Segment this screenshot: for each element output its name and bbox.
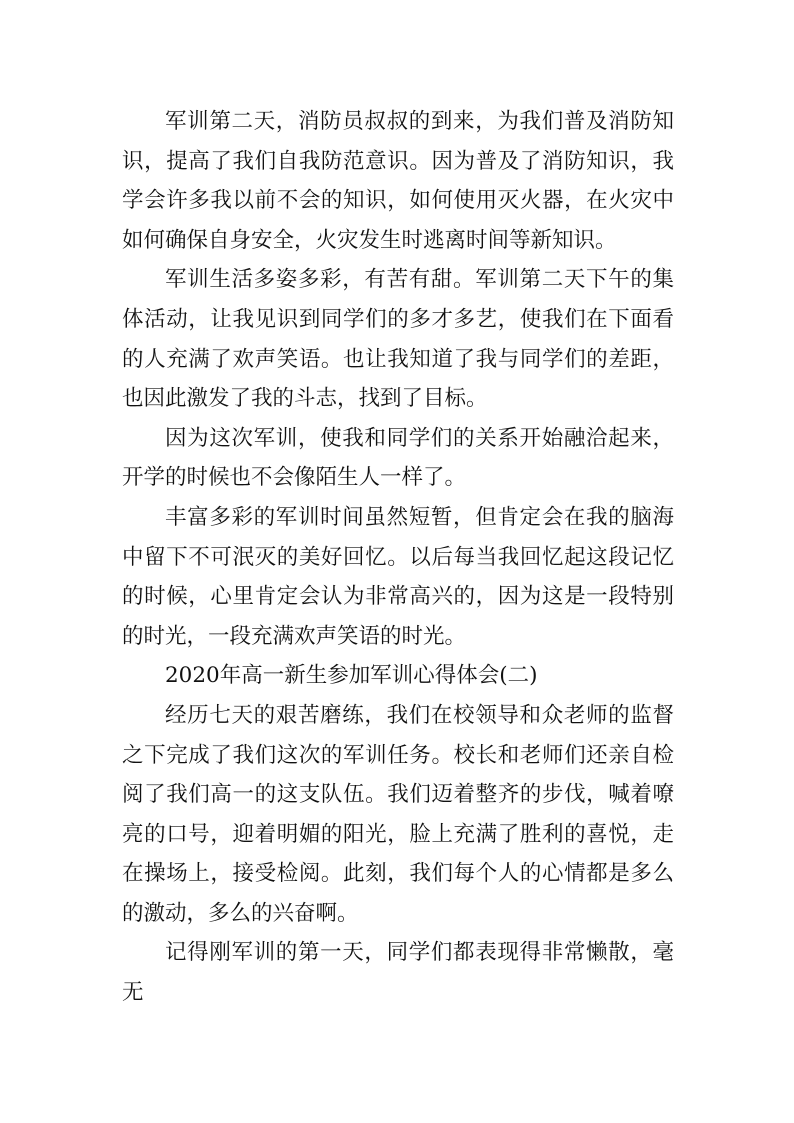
paragraph-seven-days: 经历七天的艰苦磨练，我们在校领导和众老师的监督之下完成了我们这次的军训任务。校长和老师们还亲自检阅了我们高一的这支队伍。我们迈着整齐的步伐，喊着嘹亮的口号，迎着明媚的阳光，脸上充满了胜利的喜悦，走在操场上，接受检阅。此刻，我们每个人的心情都是多么的激动，多么的兴奋啊。: [122, 702, 674, 926]
paragraph-memories: 丰富多彩的军训时间虽然短暂，但肯定会在我的脑海中留下不可泯灭的美好回忆。以后每当我回忆起这段记忆的时候，心里肯定会认为非常高兴的，因为这是一段特别的时光，一段充满欢声笑语的时光。: [122, 504, 674, 649]
section-title: 2020年高一新生参加军训心得体会(二): [165, 663, 538, 689]
document-page: [122, 102, 674, 1013]
paragraph-firefighter: 军训第二天，消防员叔叔的到来，为我们普及消防知识，提高了我们自我防范意识。因为普及了消防知识，我学会许多我以前不会的知识，如何使用灭火器，在火灾中如何确保自身安全，火灾发生时逃离时间等新知识。: [122, 109, 674, 253]
paragraph-first-day: 记得刚军训的第一天，同学们都表现得非常懒散，毫无: [122, 940, 674, 1006]
paragraph-classmates: 因为这次军训，使我和同学们的关系开始融洽起来，开学的时候也不会像陌生人一样了。: [122, 425, 674, 491]
paragraph-colorful-life: 军训生活多姿多彩，有苦有甜。军训第二天下午的集体活动，让我见识到同学们的多才多艺，使我们在下面看的人充满了欢声笑语。也让我知道了我与同学们的差距，也因此激发了我的斗志，找到了目标。: [122, 267, 674, 412]
